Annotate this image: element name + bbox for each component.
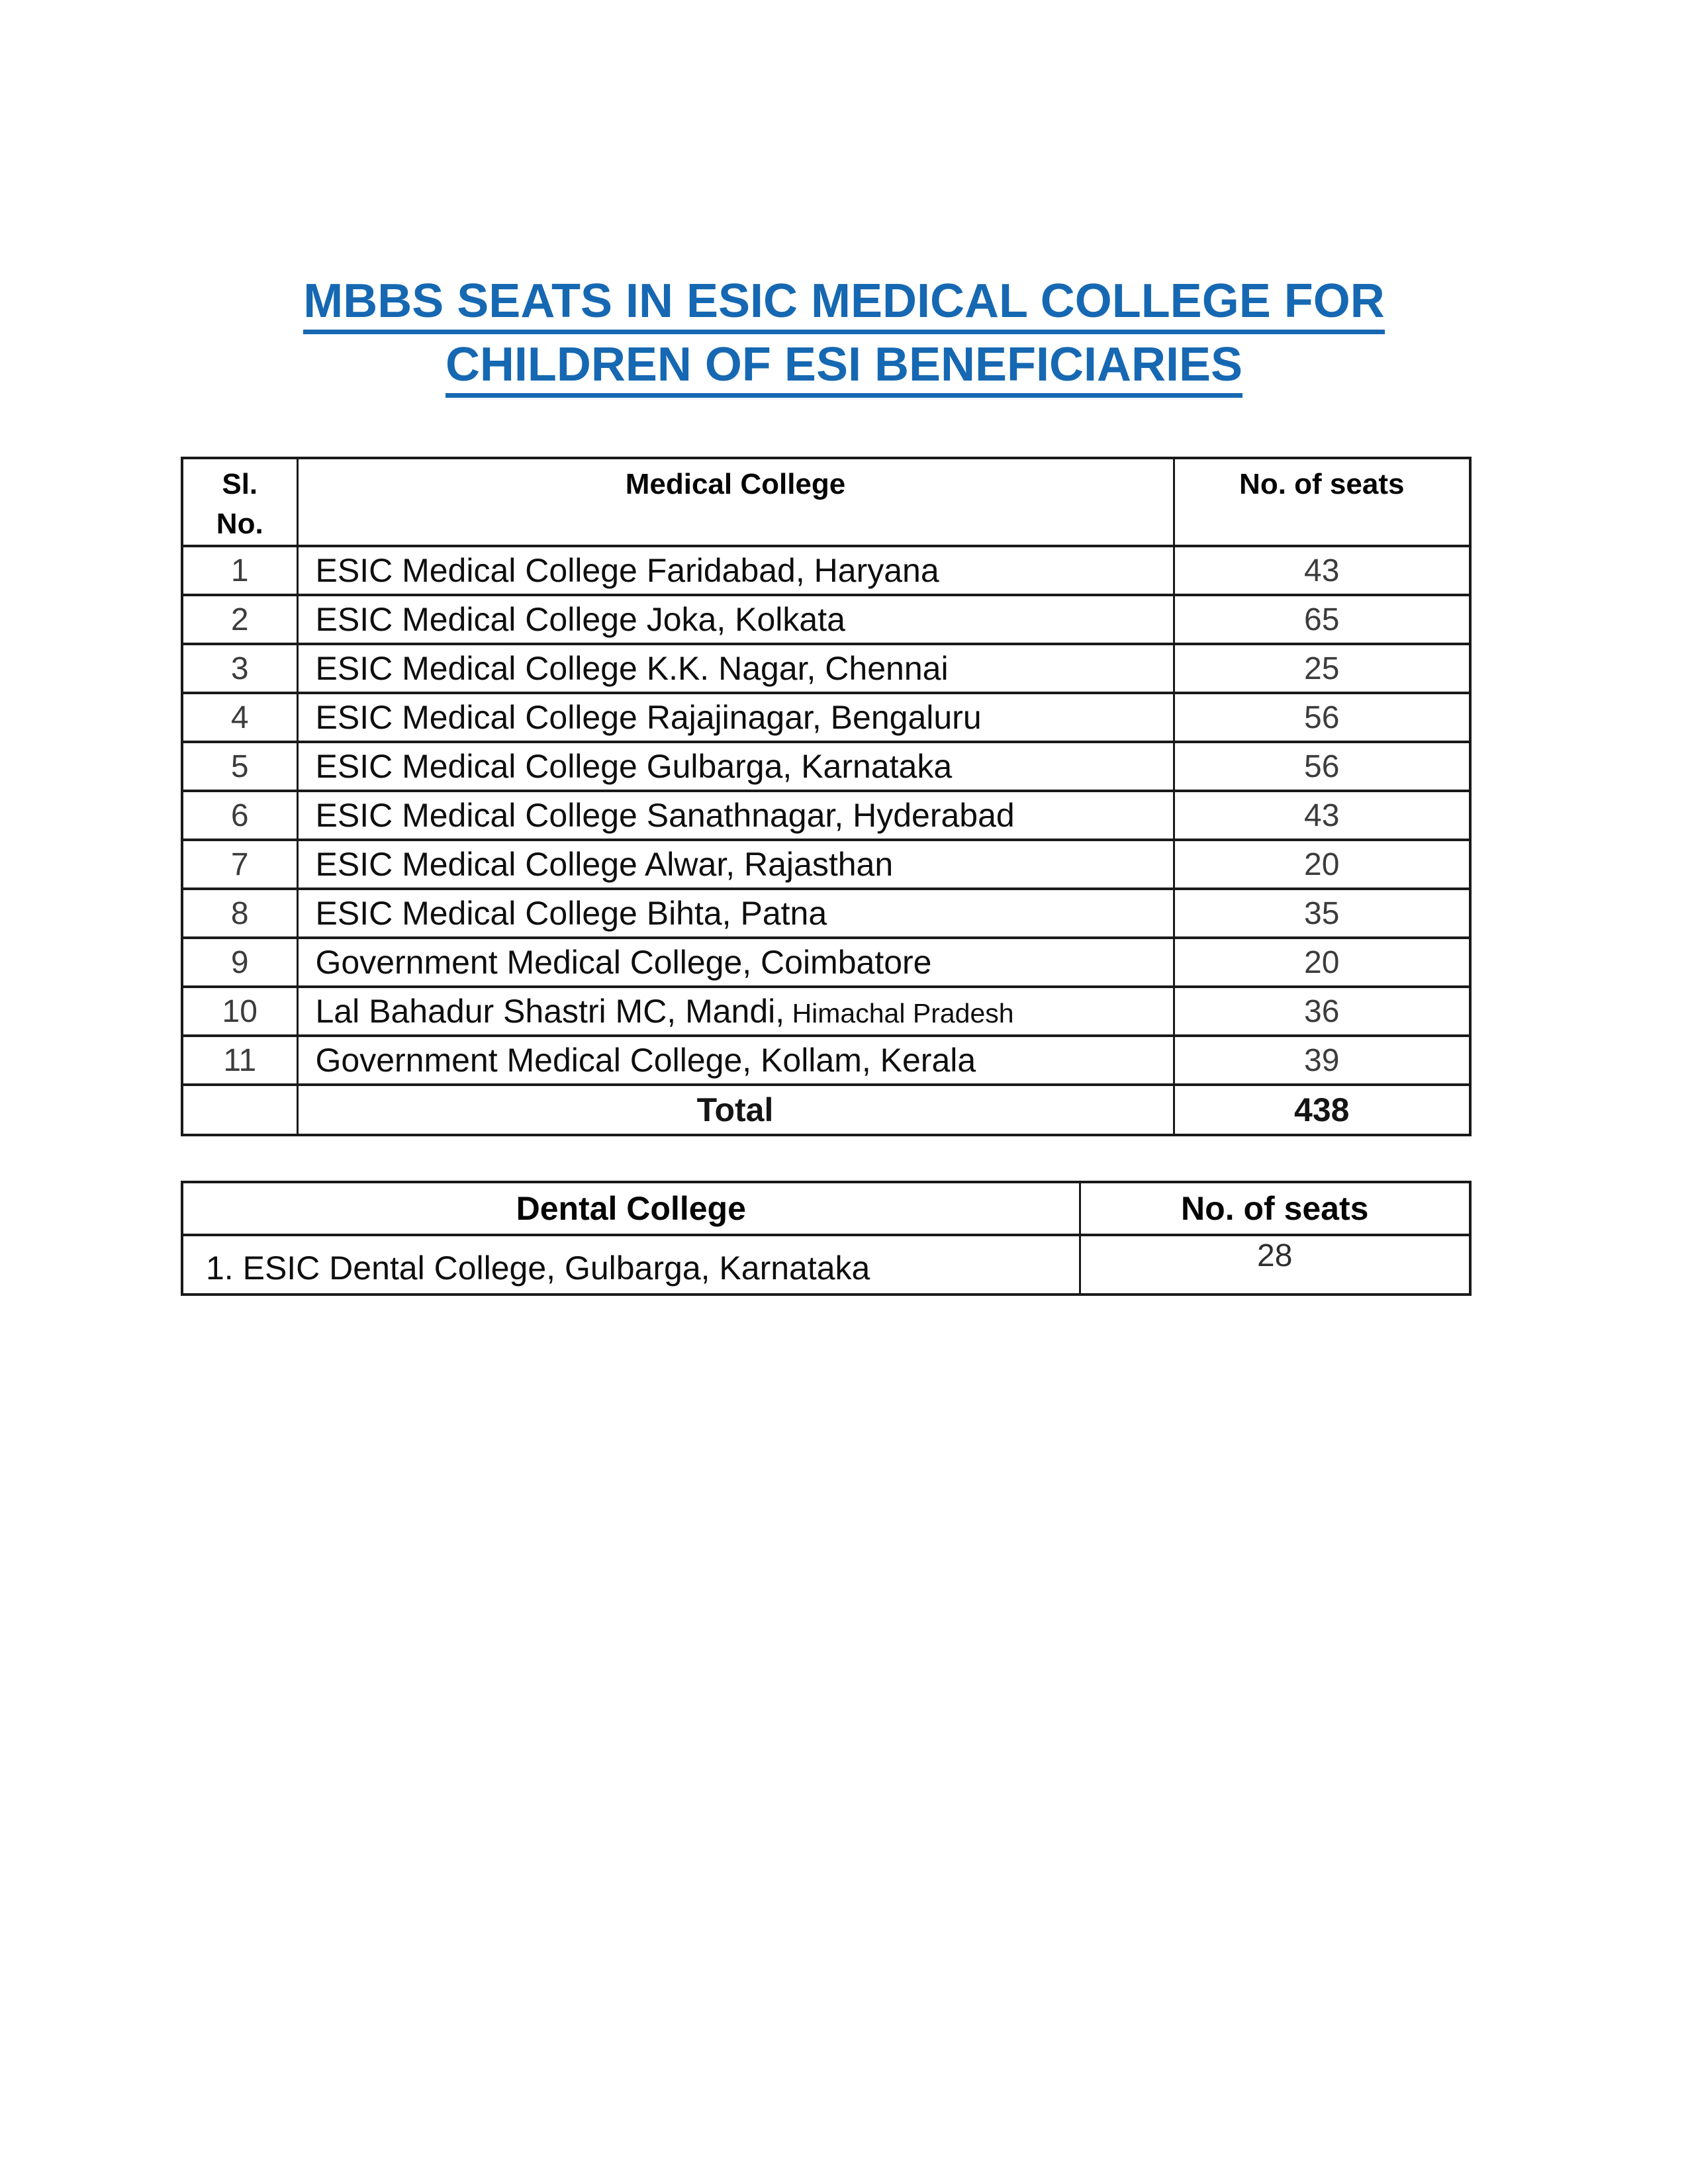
mbbs-table-row bbox=[182, 938, 1470, 987]
college-cell: ESIC Medical College K.K. Nagar, Chennai bbox=[297, 644, 1174, 693]
mbbs-table-row bbox=[182, 1036, 1470, 1085]
college-cell: Government Medical College, Coimbatore bbox=[297, 938, 1174, 987]
mbbs-header-sl-line2: No. bbox=[216, 508, 263, 540]
college-cell: ESIC Medical College Gulbarga, Karnataka bbox=[297, 742, 1174, 791]
mbbs-seats-table bbox=[181, 457, 1472, 1136]
dental-header-row bbox=[182, 1182, 1470, 1235]
sl-no-cell: 10 bbox=[182, 987, 297, 1036]
seats-cell: 20 bbox=[1174, 840, 1470, 889]
seats-cell: 20 bbox=[1174, 938, 1470, 987]
dental-header-seats: No. of seats bbox=[1080, 1182, 1470, 1235]
seats-cell: 36 bbox=[1174, 987, 1470, 1036]
college-cell: ESIC Medical College Rajajinagar, Bengaluru bbox=[297, 693, 1174, 742]
seats-cell: 56 bbox=[1174, 742, 1470, 791]
college-cell: ESIC Medical College Alwar, Rajasthan bbox=[297, 840, 1174, 889]
mbbs-header-row bbox=[182, 458, 1470, 546]
seats-cell: 35 bbox=[1174, 889, 1470, 938]
sl-no-cell: 9 bbox=[182, 938, 297, 987]
dental-header-college: Dental College bbox=[182, 1182, 1080, 1235]
mbbs-table-row bbox=[182, 889, 1470, 938]
college-cell: ESIC Medical College Joka, Kolkata bbox=[297, 595, 1174, 644]
college-cell: ESIC Medical College Sanathnagar, Hyderabad bbox=[297, 791, 1174, 840]
mbbs-total-empty-cell bbox=[182, 1085, 297, 1135]
sl-no-cell: 4 bbox=[182, 693, 297, 742]
sl-no-cell: 3 bbox=[182, 644, 297, 693]
dental-table-row bbox=[182, 1235, 1470, 1295]
mbbs-header-college: Medical College bbox=[297, 458, 1174, 546]
mbbs-total-row bbox=[182, 1085, 1470, 1135]
mbbs-header-sl-no bbox=[182, 458, 297, 546]
seats-cell: 65 bbox=[1174, 595, 1470, 644]
seats-cell: 25 bbox=[1174, 644, 1470, 693]
college-cell: Lal Bahadur Shastri MC, Mandi, Himachal Pradesh bbox=[297, 987, 1174, 1036]
title-line-2: CHILDREN OF ESI BENEFICIARIES bbox=[445, 341, 1243, 398]
seats-cell: 43 bbox=[1174, 791, 1470, 840]
mbbs-table-row bbox=[182, 987, 1470, 1036]
mbbs-table-row bbox=[182, 791, 1470, 840]
mbbs-table-row bbox=[182, 644, 1470, 693]
dental-table-body bbox=[182, 1235, 1470, 1295]
sl-no-cell: 6 bbox=[182, 791, 297, 840]
college-cell: ESIC Medical College Faridabad, Haryana bbox=[297, 546, 1174, 595]
sl-no-cell: 2 bbox=[182, 595, 297, 644]
title-line-1: MBBS SEATS IN ESIC MEDICAL COLLEGE FOR bbox=[303, 277, 1384, 334]
dental-college-cell: 1. ESIC Dental College, Gulbarga, Karnataka bbox=[182, 1235, 1080, 1295]
title-row-1 bbox=[0, 274, 1688, 334]
college-state-small-text: Himachal Pradesh bbox=[784, 998, 1014, 1028]
sl-no-cell: 1 bbox=[182, 546, 297, 595]
mbbs-table-row bbox=[182, 693, 1470, 742]
page-title bbox=[0, 274, 1688, 398]
mbbs-total-label: Total bbox=[297, 1085, 1174, 1135]
mbbs-table-row bbox=[182, 742, 1470, 791]
mbbs-total-value: 438 bbox=[1174, 1085, 1470, 1135]
title-row-2 bbox=[0, 338, 1688, 398]
college-cell: ESIC Medical College Bihta, Patna bbox=[297, 889, 1174, 938]
mbbs-header-sl-line1: Sl. bbox=[222, 468, 258, 500]
sl-no-cell: 8 bbox=[182, 889, 297, 938]
dental-seats-cell: 28 bbox=[1080, 1235, 1470, 1295]
mbbs-table-row bbox=[182, 546, 1470, 595]
mbbs-table-row bbox=[182, 595, 1470, 644]
college-cell: Government Medical College, Kollam, Kerala bbox=[297, 1036, 1174, 1085]
sl-no-cell: 7 bbox=[182, 840, 297, 889]
sl-no-cell: 5 bbox=[182, 742, 297, 791]
seats-cell: 39 bbox=[1174, 1036, 1470, 1085]
dental-seats-table bbox=[181, 1181, 1472, 1296]
sl-no-cell: 11 bbox=[182, 1036, 297, 1085]
mbbs-header-seats: No. of seats bbox=[1174, 458, 1470, 546]
mbbs-table-row bbox=[182, 840, 1470, 889]
seats-cell: 43 bbox=[1174, 546, 1470, 595]
seats-cell: 56 bbox=[1174, 693, 1470, 742]
mbbs-table-body bbox=[182, 546, 1470, 1085]
